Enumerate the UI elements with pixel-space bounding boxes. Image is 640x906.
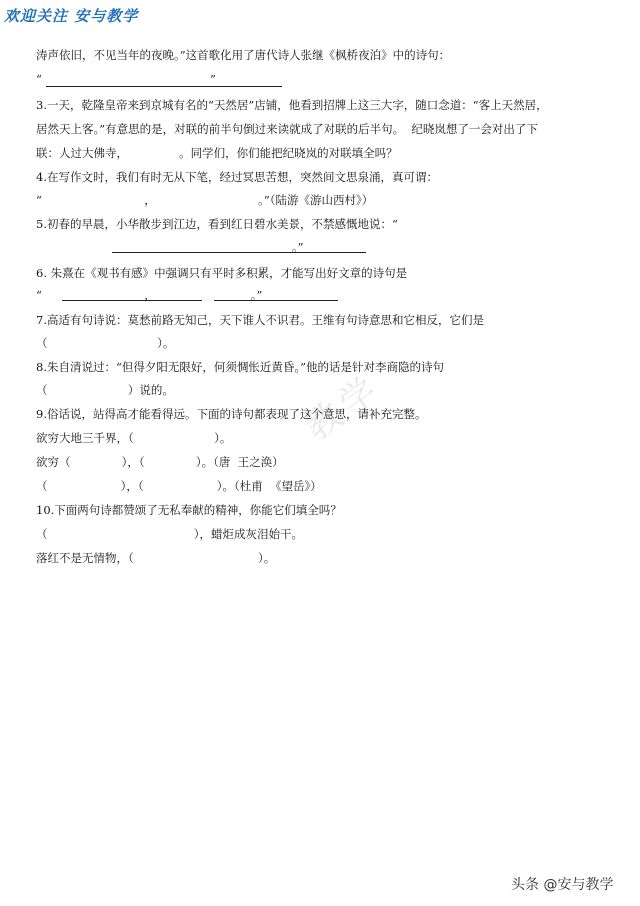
text-line: 9.俗话说，站得高才能看得远。下面的诗句都表现了这个意思，请补充完整。 <box>36 407 427 421</box>
text-line: （ ）。 <box>36 336 175 350</box>
text-line: “ ， 。”（陆游《游山西村》） <box>36 193 374 207</box>
answer-blank <box>46 86 282 87</box>
watermark: 教学 <box>297 367 390 449</box>
text-line: 7.高适有句诗说：莫愁前路无知己，天下谁人不识君。王维有句诗意思和它相反，它们是 <box>36 313 484 327</box>
text-line: 4.在写作文时，我们有时无从下笔，经过冥思苦想，突然间文思泉涌，真可谓： <box>36 170 438 184</box>
text-line: （ ），（ ）。（杜甫 《望岳》） <box>36 479 322 493</box>
text-line: 联：人过大佛寺， 。同学们，你们能把纪晓岚的对联填全吗？ <box>36 146 398 160</box>
text-line: “ ， 。” <box>36 288 263 302</box>
text-line: 6. 朱熹在《观书有感》中强调只有平时多积累，才能写出好文章的诗句是 <box>36 266 408 280</box>
text-line: 5.初春的早晨，小华散步到江边，看到红日碧水美景，不禁感慨地说：“ <box>36 217 398 231</box>
text-line: “ ” <box>36 72 216 86</box>
text-line: 。” <box>36 240 304 254</box>
text-line: 涛声依旧，不见当年的夜晚。”这首歌化用了唐代诗人张继《枫桥夜泊》中的诗句： <box>36 48 451 62</box>
answer-blank <box>62 300 202 301</box>
text-line: 欲穷（ ），（ ）。（唐 王之涣） <box>36 455 284 469</box>
text-line: 3.一天，乾隆皇帝来到京城有名的“天然居”店铺，他看到招牌上这三大字，随口念道：“客上天然居， <box>36 98 548 112</box>
text-line: 落红不是无情物，（ ）。 <box>36 551 276 565</box>
header-title: 欢迎关注 安与教学 <box>4 7 139 25</box>
text-line: 8.朱自清说过：“但得夕阳无限好，何须惆怅近黄昏。”他的话是针对李商隐的诗句 <box>36 360 444 374</box>
footer-credit: 头条 @安与教学 <box>511 877 614 893</box>
text-line: 居然天上客。”有意思的是，对联的前半句倒过来读就成了对联的后半句。 纪晓岚想了一会对出了下 <box>36 122 538 136</box>
text-line: （ ）说的。 <box>36 383 174 397</box>
answer-blank <box>214 300 338 301</box>
text-line: 10.下面两句诗都赞颂了无私奉献的精神，你能它们填全吗？ <box>36 503 342 517</box>
text-line: （ ），蜡炬成灰泪始干。 <box>36 527 303 541</box>
text-line: 欲穷大地三千界，（ ）。 <box>36 431 232 445</box>
answer-blank <box>112 252 366 253</box>
